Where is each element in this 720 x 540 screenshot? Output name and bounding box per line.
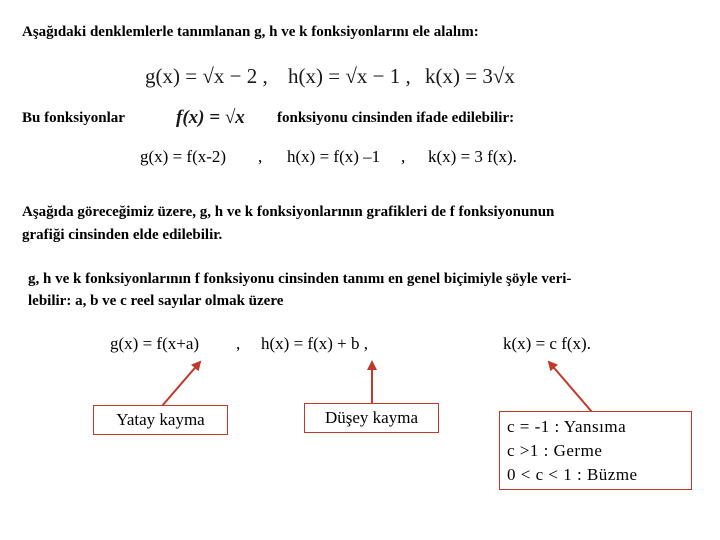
base-function: f(x) = √x — [176, 107, 245, 128]
horizontal-shift-box — [93, 405, 228, 435]
c-case-compress: 0 < c < 1 : Büzme — [507, 465, 638, 484]
graph-note-line-2: grafiği cinsinden elde edilebilir. — [22, 227, 223, 243]
g-relation: g(x) = f(x-2) — [140, 147, 227, 166]
graph-note-line-1: Aşağıda göreceğimiz üzere, g, h ve k fonksiyonlarının grafikleri de f fonksiyonunun — [22, 204, 555, 220]
general-sep-1: , — [236, 334, 241, 353]
general-g: g(x) = f(x+a) — [110, 334, 200, 353]
relation-sep-1: , — [258, 147, 263, 166]
c-cases-box — [499, 411, 692, 490]
g-definition-text: g(x) = √x − 2 , — [145, 64, 268, 88]
k-relation: k(x) = 3 f(x). — [428, 147, 517, 166]
k-definition-text: k(x) = 3√x — [425, 64, 515, 88]
c-case-reflection: c = -1 : Yansıma — [507, 417, 627, 436]
general-h: h(x) = f(x) + b , — [261, 334, 368, 353]
c-case-stretch: c >1 : Germe — [507, 441, 603, 460]
general-k: k(x) = c f(x). — [503, 334, 591, 353]
general-line-2: lebilir: a, b ve c reel sayılar olmak üzere — [28, 293, 284, 309]
expressed-prefix: Bu fonksiyonlar — [22, 110, 125, 126]
h-definition-text: h(x) = √x − 1 , — [288, 64, 411, 88]
relation-sep-2: , — [401, 147, 406, 166]
expressed-suffix: fonksiyonu cinsinden ifade edilebilir: — [277, 110, 515, 126]
general-line-1: g, h ve k fonksiyonlarının f fonksiyonu cinsinden tanımı en genel biçimiyle şöyle veri- — [28, 271, 572, 287]
vertical-shift-label: Düşey kayma — [324, 408, 418, 427]
horizontal-shift-label: Yatay kayma — [116, 410, 205, 429]
h-relation: h(x) = f(x) –1 — [287, 147, 381, 166]
vertical-shift-box — [304, 403, 439, 433]
intro-text: Aşağıdaki denklemlerle tanımlanan g, h ve k fonksiyonlarını ele alalım: — [22, 24, 479, 40]
arrow-horizontal — [162, 362, 200, 406]
arrow-scale — [549, 362, 592, 412]
